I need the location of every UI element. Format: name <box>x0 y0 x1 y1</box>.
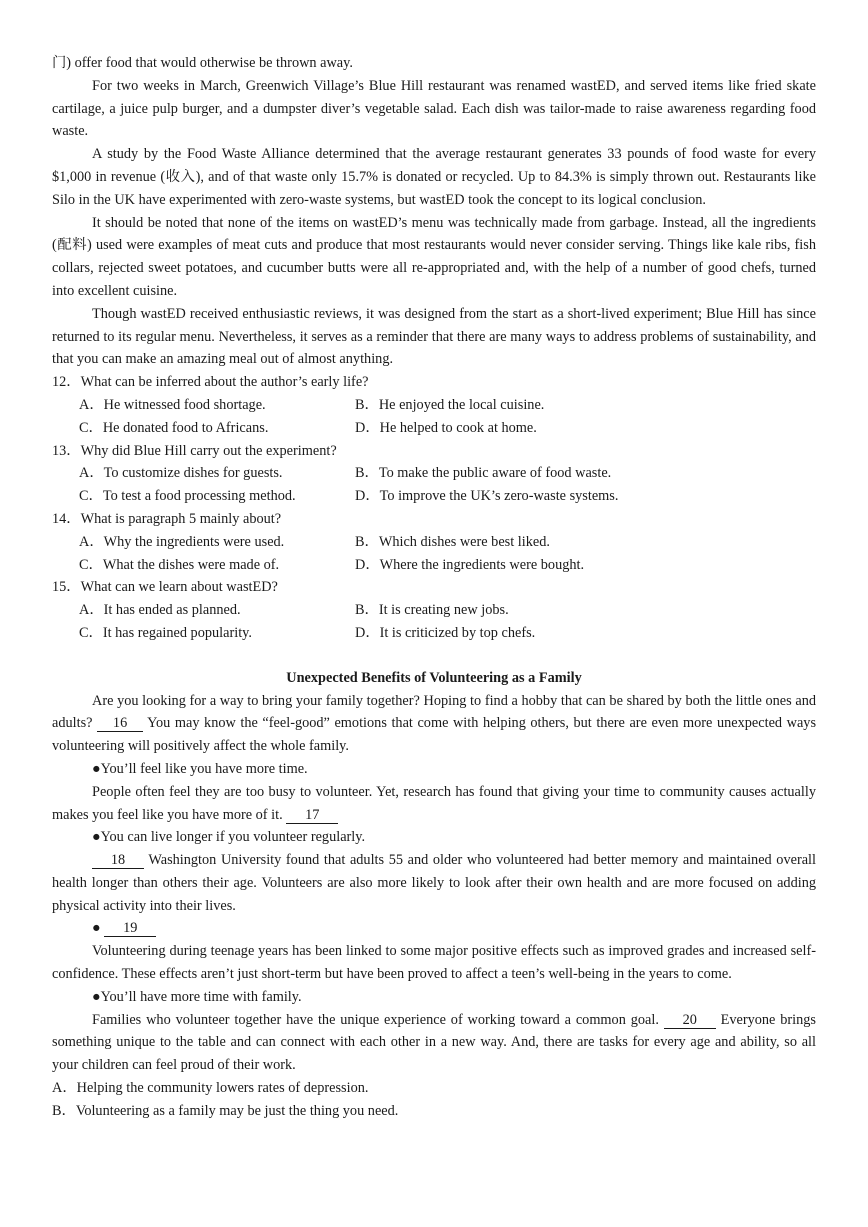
option-b: B．He enjoyed the local cuisine. <box>355 396 545 413</box>
paragraph-live-longer <box>52 849 816 917</box>
question-stem: 13．Why did Blue Hill carry out the experiment? <box>52 442 337 459</box>
option-c: C．To test a food processing method. <box>79 488 296 505</box>
option-d: D．It is criticized by top chefs. <box>355 624 536 641</box>
passage-paragraph-2: A study by the Food Waste Alliance determined that the average restaurant generates 33 pounds of food waste for every $1,000 in revenue (收入), and of that waste only 15.7% is donated or recycled. Up to 84.3% is simply thrown out. Restaurants like Silo in the UK have experimented with zero-waste systems, but wastED took the concept to its logical conclusion. <box>52 146 816 208</box>
paragraph-family <box>52 1009 816 1077</box>
subheading-blank-19 <box>52 917 816 940</box>
blank-16: 16 <box>97 715 143 732</box>
intro-paragraph <box>52 690 816 758</box>
option-a: A．It has ended as planned. <box>79 602 241 619</box>
passage-paragraph-3: It should be noted that none of the items on wastED’s menu was technically made from garbage. Instead, all the ingredients (配料) used were examples of meat cuts and produce that most restaurants would never consider serving. Things like kale ribs, fish collars, rejected sweet potatoes, and cucumber butts were all re-appropriated and, with the help of a number of good chefs, turned into excellent cuisine. <box>52 214 816 299</box>
paragraph-time <box>52 781 816 827</box>
option-a: A．Why the ingredients were used. <box>79 533 285 550</box>
blank-20: 20 <box>664 1012 716 1029</box>
paragraph-teen: Volunteering during teenage years has been linked to some major positive effects such as improved grades and increased self-confidence. These effects aren’t just short-term but have been proved to affect a teen’s well-being in the years to come. <box>52 943 816 983</box>
family-text-b: Everyone brings something unique to the table and can connect with each other in a new way. And, there are tasks for every age and ability, so all your children can feel proud of their work. <box>52 1011 816 1074</box>
option-a: A．To customize dishes for guests. <box>79 465 283 482</box>
choice-a: A．Helping the community lowers rates of depression. <box>52 1080 369 1097</box>
blank-17: 17 <box>286 807 338 824</box>
subheading-family-time: ●You’ll have more time with family. <box>92 988 302 1005</box>
question-12 <box>52 371 816 439</box>
option-b: B．Which dishes were best liked. <box>355 533 550 550</box>
option-b: B．It is creating new jobs. <box>355 602 509 619</box>
question-13 <box>52 440 816 508</box>
option-c: C．What the dishes were made of. <box>79 556 280 573</box>
question-stem: 14．What is paragraph 5 mainly about? <box>52 510 282 527</box>
choice-b: B．Volunteering as a family may be just the thing you need. <box>52 1102 399 1119</box>
option-d: D．Where the ingredients were bought. <box>355 556 585 573</box>
subheading-live-longer: ●You can live longer if you volunteer regularly. <box>92 829 366 846</box>
question-14 <box>52 508 816 576</box>
option-c: C．He donated food to Africans. <box>79 419 269 436</box>
question-stem: 15．What can we learn about wastED? <box>52 579 278 596</box>
question-15 <box>52 576 816 644</box>
article-title: Unexpected Benefits of Volunteering as a Family <box>286 669 582 686</box>
intro-text-a: Are you looking for a way to bring your family together? Hoping to find a hobby that can be shared by both the little ones and adults? <box>52 692 816 732</box>
question-stem: 12．What can be inferred about the author’s early life? <box>52 374 369 391</box>
blank-19: 19 <box>104 920 156 937</box>
live-longer-text: Washington University found that adults 55 and older who volunteered had better memory and maintained overall health longer than others their age. Volunteers are also more likely to look after their own health and are more focused on adding physical activity into their lives. <box>52 852 817 914</box>
blank-18: 18 <box>92 852 144 869</box>
intro-text-b: You may know the “feel-good” emotions that come with helping others, but there are even more unexpected ways volunteering will positively affect the whole family. <box>52 715 817 755</box>
option-d: D．To improve the UK’s zero-waste systems. <box>355 488 619 505</box>
option-c: C．It has regained popularity. <box>79 624 252 641</box>
exam-page <box>52 52 816 1123</box>
passage-paragraph-4: Though wastED received enthusiastic reviews, it was designed from the start as a short-lived experiment; Blue Hill has since returned to its regular menu. Nevertheless, it serves as a reminder that there are many ways to address problems of sustainability, and that you can make an amazing meal out of almost anything. <box>52 305 816 368</box>
family-text-a: Families who volunteer together have the unique experience of working toward a common goal. <box>92 1011 659 1028</box>
time-text: People often feel they are too busy to volunteer. Yet, research has found that giving your time to community causes actually makes you feel like you have more of it. <box>52 783 816 823</box>
option-a: A．He witnessed food shortage. <box>79 396 266 413</box>
subheading-more-time: ●You’ll feel like you have more time. <box>92 760 308 777</box>
passage-paragraph-1: For two weeks in March, Greenwich Village’s Blue Hill restaurant was renamed wastED, and served items like fried skate cartilage, a juice pulp burger, and a dumpster diver’s vegetable salad. Each dish was tailor-made to raise awareness regarding food waste. <box>52 77 816 140</box>
option-b: B．To make the public aware of food waste. <box>355 465 612 482</box>
option-d: D．He helped to cook at home. <box>355 419 537 436</box>
section-gap <box>52 645 816 667</box>
passage-fragment: 门) offer food that would otherwise be thrown away. <box>52 55 353 71</box>
bullet-dot: ● <box>92 920 101 937</box>
